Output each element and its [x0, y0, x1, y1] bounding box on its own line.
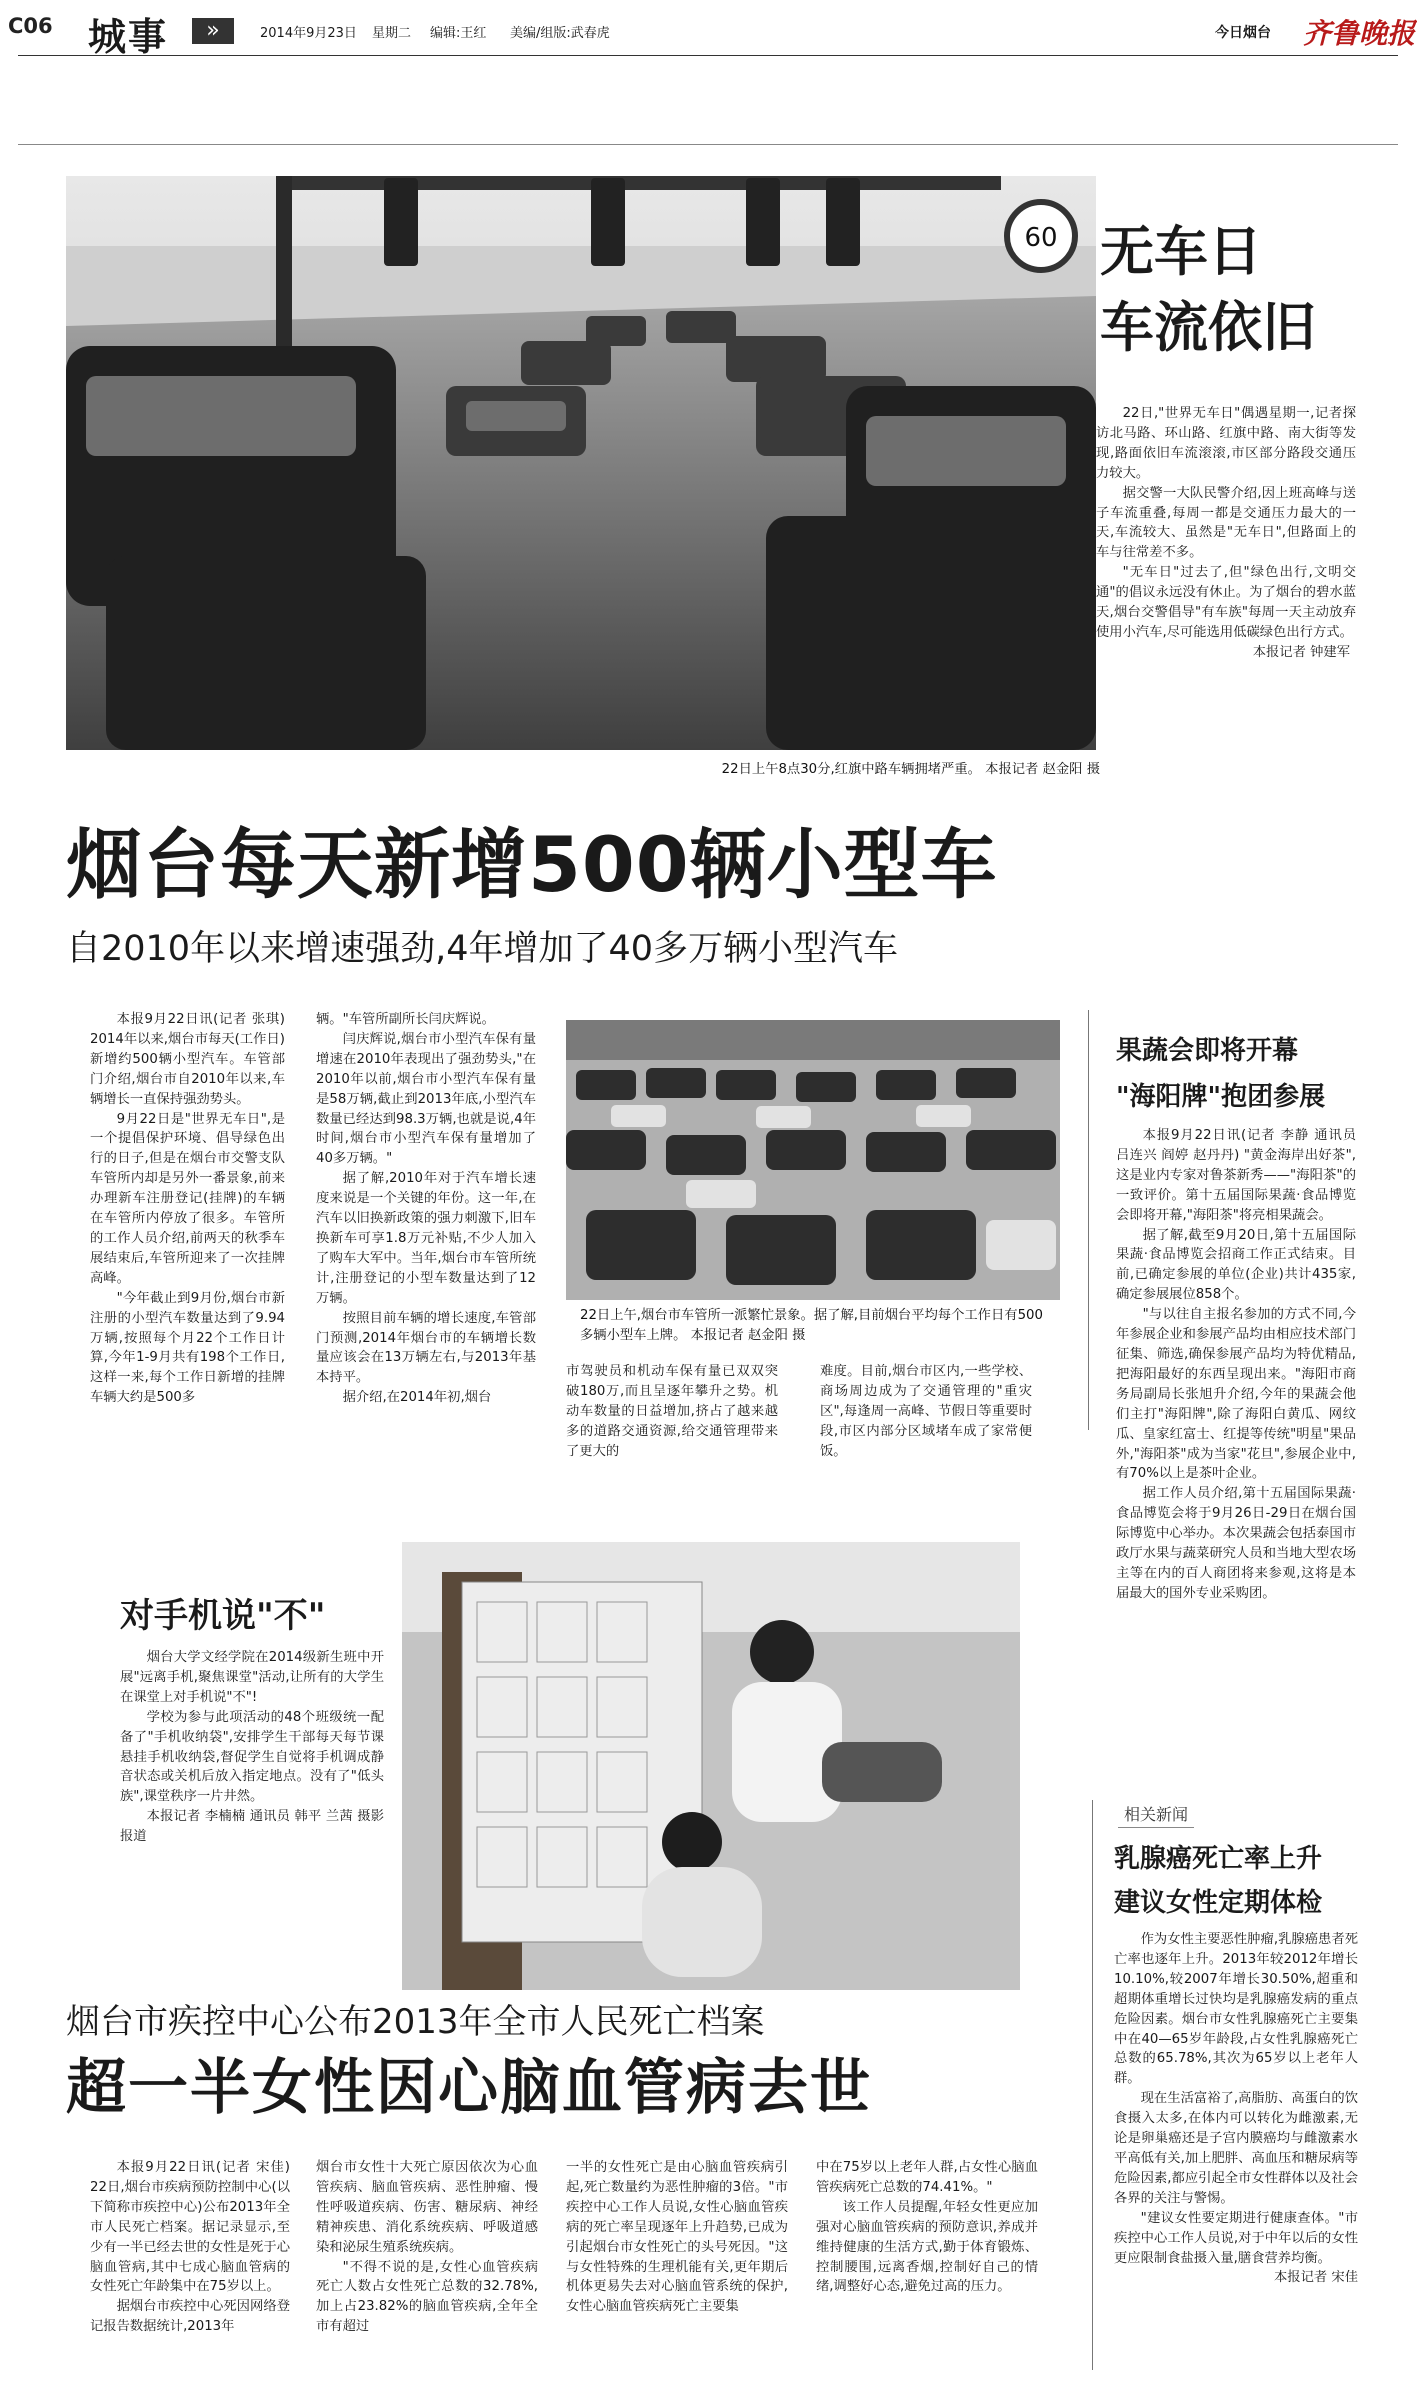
cars-paragraph: 9月22日是"世界无车日",是一个提倡保护环境、倡导绿色出行的日子,但是在烟台市交警支队车管所内却是另外一番景象,前来办理新车注册登记(挂牌)的车辆在车管所内停放了很多。车管所的工作人员介绍,前两天的秋季车展结束后,车管所迎来了一次挂牌高峰。 — [90, 1111, 285, 1286]
parking-photo-caption: 22日上午,烟台市车管所一派繁忙景象。据了解,目前烟台平均每个工作日有500多辆小型车上牌。 本报记者 赵金阳 摄 — [580, 1308, 1043, 1343]
death-paragraph: 本报9月22日讯(记者 宋佳) 22日,烟台市疾病预防控制中心(以下简称市疾控中心)公布2013年全市人民死亡档案。据记录显示,至少有一半已经去世的女性是死于心脑血管病,其中七成心脑血管病的女性死亡年龄集中在75岁以上。 — [90, 2160, 290, 2295]
cancer-paragraph: 现在生活富裕了,高脂肪、高蛋白的饮食摄入太多,在体内可以转化为雌激素,无论是卵巢癌还是子宫内膜癌均与雌激素水平高低有关,加上肥胖、高血压和糖尿病等危险因素,都应引起全市女性群体以及社会各界的关注与警惕。 — [1114, 2091, 1358, 2206]
cars-paragraph: 据介绍,在2014年初,烟台 — [342, 1390, 492, 1406]
cars-paragraph: 难度。目前,烟台市区内,一些学校、商场周边成为了交通管理的"重灾区",每逢周一高峰、节假日等重要时段,市区内部分区域堵车成了家常便饭。 — [820, 1364, 1032, 1459]
death-col-4 — [816, 2158, 1038, 2297]
header-divider-thin — [18, 144, 1398, 145]
death-col-3 — [566, 2158, 788, 2317]
car-free-title-2: 车流依旧 — [1100, 296, 1316, 359]
fair-paragraph: "与以往自主报名参加的方式不同,今年参展企业和参展产品均由相应技术部门征集、筛选,确保参展产品均为特优精品,把海阳最好的东西呈现出来。"海阳市商务局副局长张旭升介绍,今年的果蔬会他们主打"海阳牌",除了海阳白黄瓜、网纹瓜、皇家红富士、红提等传统"明星"果品外,"海阳茶"成为当家"花旦",参展企业中,有70%以上是茶叶企业。 — [1116, 1307, 1356, 1482]
death-paragraph: 该工作人员提醒,年轻女性更应加强对心脑血管疾病的预防意识,养成并维持健康的生活方式,勤于体育锻炼、控制腰围,远离香烟,控制好自己的情绪,调整好心态,避免过高的压力。 — [816, 2199, 1038, 2295]
cars-col-3 — [566, 1362, 778, 1462]
cancer-paragraph: "建议女性要定期进行健康查体。"市疾控中心工作人员说,对于中年以后的女性更应限制食盐摄入量,膳食营养均衡。 — [1114, 2210, 1358, 2266]
phone-body — [120, 1648, 384, 1847]
cars-col-4 — [820, 1362, 1032, 1462]
car-free-title-1: 无车日 — [1100, 220, 1262, 283]
column-divider — [1088, 1010, 1089, 1430]
car-free-byline: 本报记者 钟建军 — [1252, 644, 1350, 660]
page-header — [0, 0, 1417, 60]
cancer-title-1: 乳腺癌死亡率上升 — [1114, 1844, 1323, 1874]
newspaper-logo: 齐鲁晚报 — [1303, 17, 1416, 50]
phone-title: 对手机说"不" — [120, 1596, 326, 1636]
header-tag: 今日烟台 — [1215, 25, 1271, 41]
page-number: C06 — [8, 14, 53, 38]
fair-body — [1116, 1126, 1356, 1604]
cancer-title-2: 建议女性定期体检 — [1114, 1888, 1323, 1918]
death-paragraph: "不得不说的是,女性心血管疾病死亡人数占女性死亡总数的32.78%,加上占23.82%的脑血管疾病,全年全市有超过 — [316, 2259, 538, 2335]
car-free-body — [1096, 404, 1356, 663]
cars-paragraph: "今年截止到9月份,烟台市新注册的小型汽车数量达到了9.94万辆,按照每个月22个工作日计算,今年1-9月共有198个工作日,这样一来,每个工作日新增的挂牌车辆大约是500多 — [90, 1290, 285, 1406]
phone-byline: 本报记者 李楠楠 通讯员 韩平 兰茜 摄影报道 — [120, 1809, 384, 1845]
cars-paragraph: 据了解,2010年对于汽车增长速度来说是一个关键的年份。这一年,在汽车以旧换新政策的强力刺激下,旧车换新车可享1.8万元补贴,不少人加入了购车大军中。当年,烟台市车管所统计,注册登记的小型车数量达到了12万辆。 — [316, 1171, 536, 1306]
cars-paragraph: 本报9月22日讯(记者 张琪) 2014年以来,烟台市每天(工作日)新增约500辆小型汽车。车管部门介绍,烟台市自2010年以来,车辆增长一直保持强劲势头。 — [90, 1012, 285, 1107]
death-col-2 — [316, 2158, 538, 2337]
parking-lot-photo — [566, 1020, 1060, 1300]
header-design: 美编/组版:武春虎 — [510, 26, 610, 41]
header-editor: 编辑:王红 — [430, 26, 487, 41]
cars-paragraph: 辆。"车管所副所长闫庆辉说。 — [316, 1012, 495, 1027]
section-name: 城事 — [88, 15, 169, 59]
car-free-paragraph: "无车日"过去了,但"绿色出行,文明交通"的倡议永远没有休止。为了烟台的碧水蓝天,烟台交警倡导"有车族"每周一天主动放弃使用小汽车,尽可能选用低碳绿色出行方式。 — [1096, 565, 1356, 640]
death-kicker: 烟台市疾控中心公布2013年全市人民死亡档案 — [66, 2002, 765, 2042]
cancer-paragraph: 作为女性主要恶性肿瘤,乳腺癌患者死亡率也逐年上升。2013年较2012年增长10.10%,较2007年增长30.50%,超重和超期体重增长过快均是乳腺癌发病的重点危险因素。烟台市女性乳腺癌死亡主要集中在40—65岁年龄段,占女性乳腺癌死亡总数的65.78%,其次为65岁以上老年人群。 — [1114, 1932, 1358, 2087]
car-free-paragraph: 22日,"世界无车日"偶遇星期一,记者探访北马路、环山路、红旗中路、南大街等发现,路面依旧车流滚滚,市区部分路段交通压力较大。 — [1096, 406, 1356, 481]
cancer-byline: 本报记者 宋佳 — [1273, 2270, 1358, 2286]
fair-title-1: 果蔬会即将开幕 — [1116, 1036, 1299, 1066]
cancer-body — [1114, 1930, 1358, 2288]
header-divider — [18, 55, 1398, 56]
death-paragraph: 中在75岁以上老年人群,占女性心脑血管疾病死亡总数的74.41%。" — [816, 2160, 1038, 2195]
phone-paragraph: 烟台大学文经学院在2014级新生班中开展"远离手机,聚焦课堂"活动,让所有的大学生在课堂上对手机说"不"! — [120, 1650, 384, 1705]
traffic-photo — [66, 176, 1096, 750]
column-divider — [1092, 1800, 1093, 2370]
death-paragraph: 一半的女性死亡是由心脑血管疾病引起,死亡数量约为恶性肿瘤的3倍。"市疾控中心工作人员说,女性心脑血管疾病的死亡率呈现逐年上升趋势,已成为引起烟台市女性死亡的头号死因。"这与女性特殊的生理机能有关,更年期后机体更易失去对心脑血管系统的保护,女性心脑血管疾病死亡主要集 — [566, 2160, 788, 2315]
traffic-photo-caption: 22日上午8点30分,红旗中路车辆拥堵严重。 本报记者 赵金阳 摄 — [721, 762, 1100, 777]
related-news-tag: 相关新闻 — [1118, 1800, 1194, 1828]
death-headline: 超一半女性因心脑血管病去世 — [66, 2053, 872, 2123]
death-col-1 — [90, 2158, 290, 2337]
cars-paragraph: 市驾驶员和机动车保有量已双双突破180万,而且呈逐年攀升之势。机动车数量的日益增加,挤占了越来越多的道路交通资源,给交通管理带来了更大的 — [566, 1364, 778, 1459]
fair-title-2: "海阳牌"抱团参展 — [1116, 1082, 1326, 1112]
cars-headline: 烟台每天新增500辆小型车 — [66, 820, 998, 909]
cars-subhead: 自2010年以来增速强劲,4年增加了40多万辆小型汽车 — [66, 929, 899, 969]
cars-col-2 — [316, 1010, 536, 1408]
section-arrow-icon: » — [192, 18, 234, 44]
death-paragraph: 据烟台市疾控中心死因网络登记报告数据统计,2013年 — [90, 2299, 290, 2335]
phone-paragraph: 学校为参与此项活动的48个班级统一配备了"手机收纳袋",安排学生干部每天每节课悬挂手机收纳袋,督促学生自觉将手机调成静音状态或关机后放入指定地点。没有了"低头族",课堂秩序一片井然。 — [120, 1709, 384, 1805]
classroom-photo — [402, 1542, 1020, 1990]
cars-col-1 — [90, 1010, 285, 1408]
fair-paragraph: 据工作人员介绍,第十五届国际果蔬·食品博览会将于9月26日-29日在烟台国际博览中心举办。本次果蔬会包括泰国市政厅水果与蔬菜研究人员和当地大型农场主等在内的百人商团将来参观,这将是本届最大的国外专业采购团。 — [1116, 1486, 1356, 1601]
death-paragraph: 烟台市女性十大死亡原因依次为心血管疾病、脑血管疾病、恶性肿瘤、慢性呼吸道疾病、伤害、糖尿病、神经精神疾患、消化系统疾病、呼吸道感染和泌尿生殖系统疾病。 — [316, 2160, 538, 2255]
header-date: 2014年9月23日 — [260, 26, 357, 41]
fair-paragraph: 本报9月22日讯(记者 李静 通讯员 吕连兴 阎婷 赵丹丹) "黄金海岸出好茶",这是业内专家对鲁茶新秀——"海阳茶"的一致评价。第十五届国际果蔬·食品博览会即将开幕,"海阳茶"将亮相果蔬会。 — [1116, 1128, 1356, 1223]
cars-paragraph: 闫庆辉说,烟台市小型汽车保有量增速在2010年表现出了强劲势头,"在2010年以前,烟台市小型汽车保有量是58万辆,截止到2013年底,小型汽车数量已经达到98.3万辆,也就是说,4年时间,烟台市小型汽车保有量增加了40多万辆。" — [316, 1031, 536, 1167]
header-weekday: 星期二 — [372, 26, 412, 41]
car-free-paragraph: 据交警一大队民警介绍,因上班高峰与送子车流重叠,每周一都是交通压力最大的一天,车流较大、虽然是"无车日",但路面上的车与往常差不多。 — [1096, 485, 1356, 561]
cars-paragraph: 按照目前车辆的增长速度,车管部门预测,2014年烟台市的车辆增长数量应该会在13万辆左右,与2013年基本持平。 — [316, 1310, 536, 1386]
speed-sign-text: 60 — [1024, 223, 1058, 253]
fair-paragraph: 据了解,截至9月20日,第十五届国际果蔬·食品博览会招商工作正式结束。目前,已确定参展的单位(企业)共计435家,确定参展展位858个。 — [1116, 1227, 1356, 1303]
